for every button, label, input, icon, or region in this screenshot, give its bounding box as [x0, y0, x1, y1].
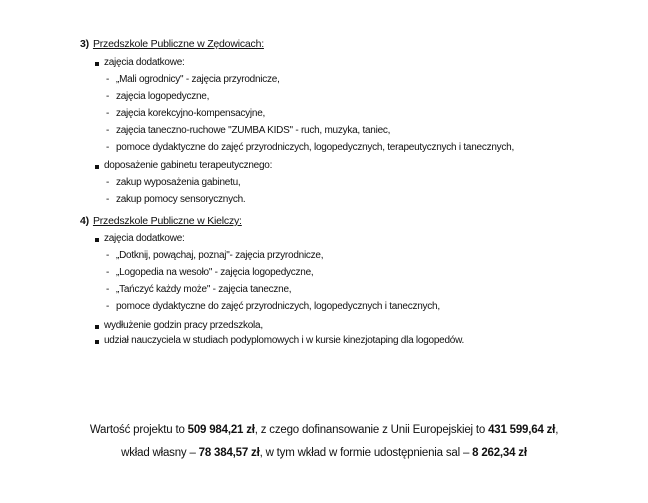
footer-text: wkład własny –	[121, 447, 199, 459]
list-item: zajęcia korekcyjno-kompensacyjne,	[116, 108, 266, 119]
list-item: zakup wyposażenia gabinetu,	[116, 177, 241, 188]
section-4-extra-2: udział nauczyciela w studiach podyplomowych i w kursie kinezjotaping dla logopedów.	[104, 335, 465, 346]
bullet-icon	[95, 62, 99, 66]
dash-icon: -	[106, 284, 110, 295]
bullet-icon	[95, 325, 99, 329]
dash-icon: -	[106, 108, 110, 119]
dash-icon: -	[106, 74, 110, 85]
section-3-group-1-label: zajęcia dodatkowe:	[104, 57, 185, 68]
dash-icon: -	[106, 250, 110, 261]
section-4-group-1-label: zajęcia dodatkowe:	[104, 233, 185, 244]
section-3-group-2-label: doposażenie gabinetu terapeutycznego:	[104, 160, 273, 171]
section-3-heading	[80, 38, 264, 50]
eu-funding-value: 431 599,64 zł	[488, 424, 556, 436]
footer-text: , w tym wkład w formie udostępnienia sal –	[259, 447, 473, 459]
list-item: zajęcia logopedyczne,	[116, 91, 210, 102]
list-item: „Dotknij, powąchaj, poznaj"- zajęcia przyrodnicze,	[116, 250, 324, 261]
dash-icon: -	[106, 142, 110, 153]
list-item: pomoce dydaktyczne do zajęć przyrodniczych, logopedycznych i tanecznych,	[116, 301, 440, 312]
section-4-number: 4)	[80, 215, 89, 227]
dash-icon: -	[106, 177, 110, 188]
bullet-icon	[95, 238, 99, 242]
list-item: „Tańczyć każdy może" - zajęcia taneczne,	[116, 284, 292, 295]
project-value: 509 984,21 zł	[187, 424, 255, 436]
dash-icon: -	[106, 301, 110, 312]
dash-icon: -	[106, 125, 110, 136]
footer-text: Wartość projektu to	[89, 424, 188, 436]
project-value-line	[0, 424, 648, 436]
section-3-number: 3)	[80, 38, 89, 50]
section-3-name: Przedszkole Publiczne w Zędowicach:	[92, 38, 264, 50]
bullet-icon	[95, 165, 99, 169]
section-4-extra-1: wydłużenie godzin pracy przedszkola,	[104, 320, 263, 331]
room-contribution-value: 8 262,34 zł	[472, 447, 527, 459]
dash-icon: -	[106, 91, 110, 102]
dash-icon: -	[106, 194, 110, 205]
list-item: „Mali ogrodnicy" - zajęcia przyrodnicze,	[116, 74, 280, 85]
footer-text: ,	[555, 424, 559, 436]
section-4-heading	[80, 215, 242, 227]
list-item: pomoce dydaktyczne do zajęć przyrodniczych, logopedycznych, terapeutycznych i tanecznych,	[116, 142, 514, 153]
footer-text: , z czego dofinansowanie z Unii Europejskiej to	[254, 424, 489, 436]
section-4-name: Przedszkole Publiczne w Kielczy:	[92, 215, 242, 227]
bullet-icon	[95, 340, 99, 344]
list-item: zajęcia taneczno-ruchowe "ZUMBA KIDS" - ruch, muzyka, taniec,	[116, 125, 391, 136]
list-item: „Logopedia na wesoło" - zajęcia logopedyczne,	[116, 267, 314, 278]
own-contribution-value: 78 384,57 zł	[198, 447, 260, 459]
own-contribution-line	[0, 447, 648, 459]
list-item: zakup pomocy sensorycznych.	[116, 194, 246, 205]
dash-icon: -	[106, 267, 110, 278]
